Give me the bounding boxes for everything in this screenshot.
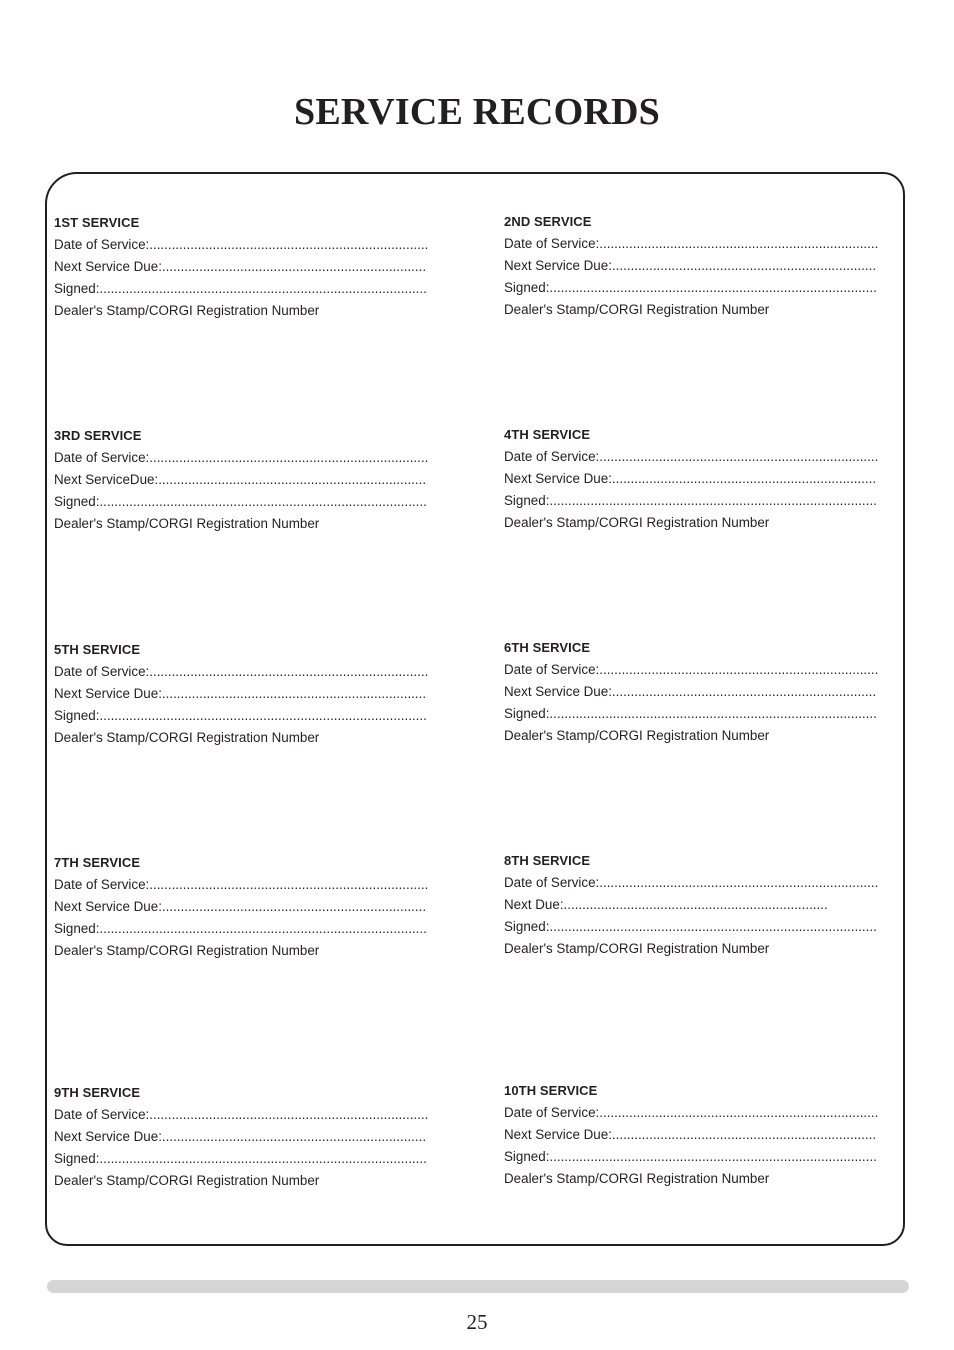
service-record-7 — [54, 852, 449, 962]
dealer-stamp-label: Dealer's Stamp/CORGI Registration Number — [54, 943, 320, 958]
date-of-service-field: Date of Service:........................................................................... — [504, 449, 879, 464]
date-of-service-field: Date of Service:........................................................................... — [504, 875, 879, 890]
service-record-title: 6TH SERVICE — [504, 640, 591, 655]
signed-field: Signed:........................................................................................ — [504, 706, 877, 721]
next-service-due-field: Next ServiceDue:........................................................................ — [54, 472, 427, 487]
next-service-due-field: Next Service Due:....................................................................... — [54, 1129, 427, 1144]
service-record-5 — [54, 639, 449, 749]
service-record-3 — [54, 425, 449, 535]
dealer-stamp-label: Dealer's Stamp/CORGI Registration Number — [504, 302, 770, 317]
service-record-title: 5TH SERVICE — [54, 642, 141, 657]
service-record-title: 4TH SERVICE — [504, 427, 591, 442]
next-service-due-field: Next Service Due:....................................................................... — [504, 471, 877, 486]
service-record-2 — [504, 211, 899, 321]
date-of-service-field: Date of Service:........................................................................... — [54, 877, 429, 892]
page-title: SERVICE RECORDS — [294, 91, 660, 133]
service-record-1 — [54, 212, 449, 322]
page-number: 25 — [466, 1310, 488, 1334]
service-record-6 — [504, 637, 899, 747]
service-record-title: 8TH SERVICE — [504, 853, 591, 868]
date-of-service-field: Date of Service:........................................................................... — [504, 662, 879, 677]
next-service-due-field: Next Service Due:....................................................................... — [54, 899, 427, 914]
dealer-stamp-label: Dealer's Stamp/CORGI Registration Number — [54, 730, 320, 745]
service-record-title: 1ST SERVICE — [54, 215, 140, 230]
date-of-service-field: Date of Service:........................................................................... — [504, 236, 879, 251]
dealer-stamp-label: Dealer's Stamp/CORGI Registration Number — [504, 515, 770, 530]
date-of-service-field: Date of Service:........................................................................... — [54, 1107, 429, 1122]
service-record-title: 3RD SERVICE — [54, 428, 142, 443]
signed-field: Signed:........................................................................................ — [54, 281, 427, 296]
dealer-stamp-label: Dealer's Stamp/CORGI Registration Number — [504, 728, 770, 743]
service-record-title: 9TH SERVICE — [54, 1085, 141, 1100]
signed-field: Signed:........................................................................................ — [54, 494, 427, 509]
dealer-stamp-label: Dealer's Stamp/CORGI Registration Number — [504, 941, 770, 956]
date-of-service-field: Date of Service:........................................................................... — [54, 664, 429, 679]
footer-divider-bar — [47, 1280, 909, 1293]
next-service-due-field: Next Service Due:....................................................................... — [54, 686, 427, 701]
dealer-stamp-label: Dealer's Stamp/CORGI Registration Number — [54, 516, 320, 531]
date-of-service-field: Date of Service:........................................................................... — [504, 1105, 879, 1120]
dealer-stamp-label: Dealer's Stamp/CORGI Registration Number — [504, 1171, 770, 1186]
signed-field: Signed:........................................................................................ — [54, 708, 427, 723]
service-record-4 — [504, 424, 899, 534]
next-service-due-field: Next Service Due:....................................................................... — [504, 1127, 877, 1142]
service-record-title: 7TH SERVICE — [54, 855, 141, 870]
service-record-10 — [504, 1080, 899, 1190]
next-service-due-field: Next Service Due:....................................................................... — [504, 684, 877, 699]
date-of-service-field: Date of Service:........................................................................... — [54, 450, 429, 465]
service-record-title: 2ND SERVICE — [504, 214, 592, 229]
service-record-title: 10TH SERVICE — [504, 1083, 598, 1098]
signed-field: Signed:........................................................................................ — [504, 493, 877, 508]
signed-field: Signed:........................................................................................ — [504, 280, 877, 295]
service-record-8 — [504, 850, 899, 960]
signed-field: Signed:........................................................................................ — [54, 921, 427, 936]
service-record-9 — [54, 1082, 449, 1192]
dealer-stamp-label: Dealer's Stamp/CORGI Registration Number — [54, 1173, 320, 1188]
signed-field: Signed:........................................................................................ — [54, 1151, 427, 1166]
dealer-stamp-label: Dealer's Stamp/CORGI Registration Number — [54, 303, 320, 318]
signed-field: Signed:........................................................................................ — [504, 1149, 877, 1164]
next-service-due-field: Next Service Due:....................................................................... — [504, 258, 877, 273]
date-of-service-field: Date of Service:........................................................................... — [54, 237, 429, 252]
signed-field: Signed:........................................................................................ — [504, 919, 877, 934]
next-service-due-field: Next Service Due:....................................................................... — [54, 259, 427, 274]
next-due-field: Next Due:....................................................................... — [504, 897, 828, 912]
